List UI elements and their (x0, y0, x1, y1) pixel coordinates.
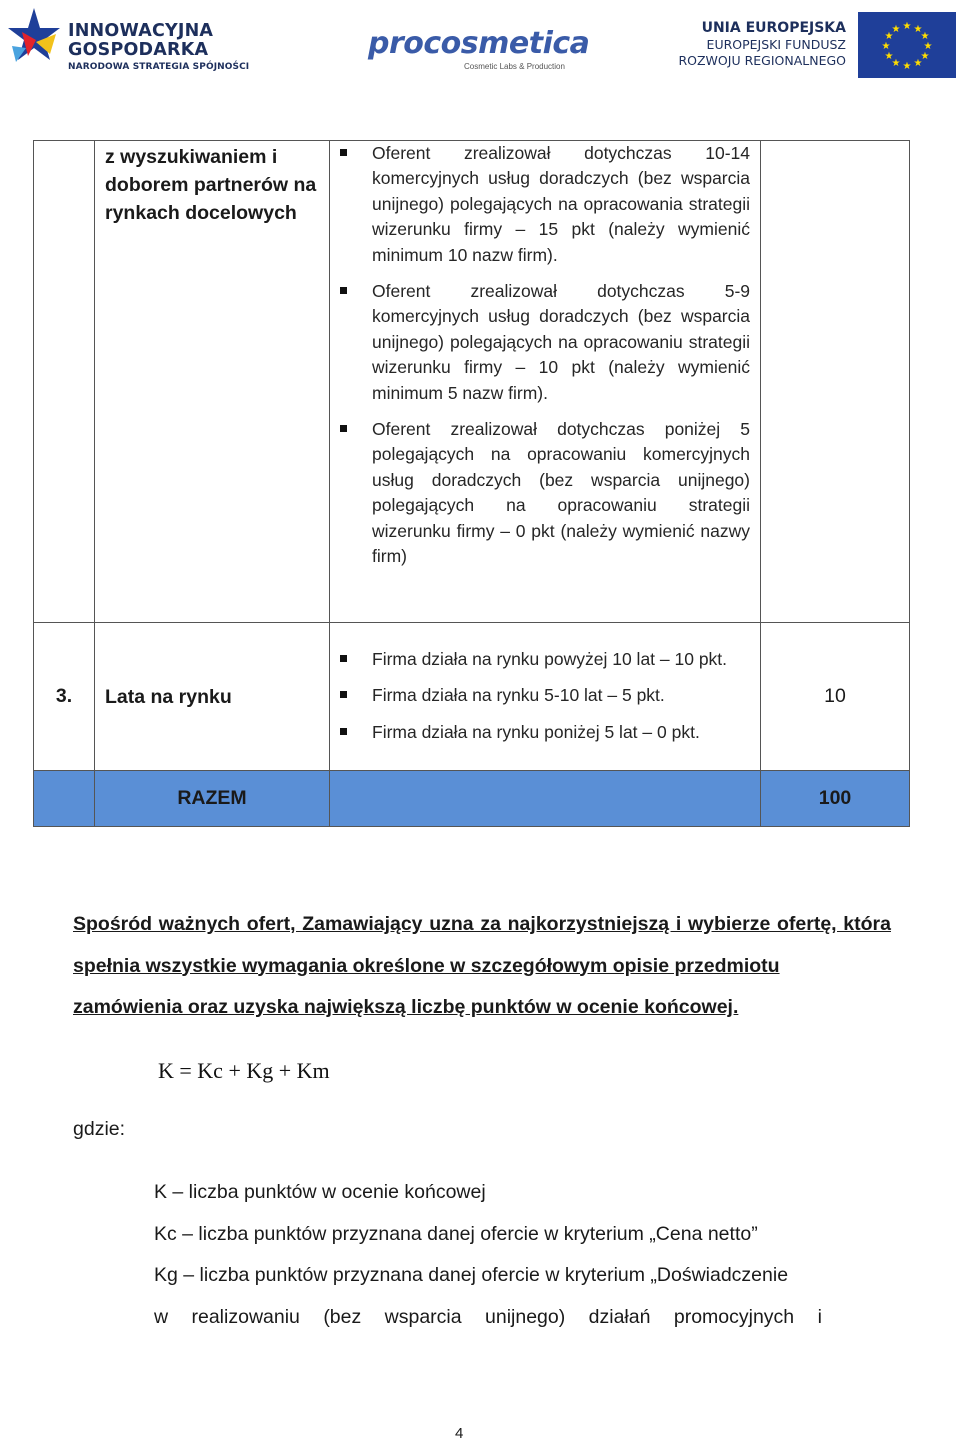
paragraph-text: Spośród ważnych ofert, Zamawiający uzna za najkorzystniejszą i wybierze ofertę, która spełnia wszystkie wymagania określone w szczegółowym opisie przedmiotu (73, 913, 891, 977)
procosmetica-logo (368, 26, 590, 76)
criterion-label: z wyszukiwaniem i doborem partnerów na rynkach docelowych (105, 146, 317, 224)
total-label: RAZEM (95, 771, 330, 827)
svg-text:★: ★ (884, 51, 894, 62)
list-item: Oferent zrealizował dotychczas poniżej 5 polegających na opracowaniu komercyjnych usług doradczych (bez wsparcia unijnego) polegających na opracowaniu strategii wizerunku firmy – 0 pkt (należy wymienić nazwy firm) (372, 417, 750, 569)
svg-text:★: ★ (913, 24, 923, 35)
word: wsparcia (384, 1305, 462, 1328)
list-item: Firma działa na rynku poniżej 5 lat – 0 pkt. (372, 720, 730, 745)
scoring-cell (330, 623, 761, 771)
definition-kc: Kc – liczba punktów przyznana danej ofercie w kryterium „Cena netto” (154, 1222, 758, 1245)
row-number-cell (34, 141, 95, 623)
paragraph-text-last: zamówienia oraz uzyska największą liczbę punktów w ocenie końcowej. (73, 996, 739, 1018)
svg-text:★: ★ (891, 58, 901, 69)
innowacyjna-gospodarka-logo (6, 4, 250, 78)
definition-k: K – liczba punktów w ocenie końcowej (154, 1181, 486, 1203)
total-row (34, 771, 910, 827)
word: promocyjnych (673, 1305, 795, 1328)
criterion-cell (95, 141, 330, 623)
list-item: Firma działa na rynku 5-10 lat – 5 pkt. (372, 683, 730, 708)
criterion-label: Lata na rynku (105, 685, 232, 708)
definitions-list (154, 1172, 826, 1338)
logo-title: INNOWACYJNA GOSPODARKA (68, 21, 214, 60)
word: unijnego) (485, 1305, 566, 1328)
definition-kg: Kg – liczba punktów przyznana danej ofercie w kryterium „Doświadczenie (154, 1264, 789, 1287)
eu-logo-text: UNIA EUROPEJSKA EUROPEJSKI FUNDUSZ ROZWOJU REGIONALNEGO (678, 20, 846, 68)
star-flag-icon (6, 4, 62, 78)
table-row (34, 623, 910, 771)
criteria-table (33, 140, 910, 827)
definition-kg-continued (154, 1297, 822, 1339)
total-points: 100 (761, 771, 910, 827)
word: (bez (323, 1305, 362, 1328)
total-empty-cell (34, 771, 95, 827)
word: działań (588, 1305, 651, 1328)
word: realizowaniu (191, 1305, 300, 1328)
total-empty-cell (330, 771, 761, 827)
svg-text:★: ★ (891, 24, 901, 35)
where-label: gdzie: (73, 1118, 126, 1140)
table-row (34, 141, 910, 623)
scoring-list (330, 637, 760, 745)
word: w (154, 1305, 169, 1328)
points-value: 10 (761, 623, 910, 771)
procosmetica-tagline: Cosmetic Labs & Production (464, 62, 565, 71)
word: i (817, 1305, 822, 1328)
svg-text:★: ★ (913, 58, 923, 69)
criterion-cell (95, 623, 330, 771)
logo-subtitle: NARODOWA STRATEGIA SPÓJNOŚCI (68, 62, 250, 72)
svg-text:★: ★ (923, 41, 933, 52)
svg-text:★: ★ (902, 21, 912, 32)
procosmetica-wordmark: procosmetica (368, 26, 590, 61)
svg-text:★: ★ (920, 31, 930, 42)
list-item: Firma działa na rynku powyżej 10 lat – 10 pkt. (372, 647, 730, 672)
scoring-cell (330, 141, 761, 623)
list-item: Oferent zrealizował dotychczas 5-9 komercyjnych usług doradczych (bez wsparcia unijnego) polegających na opracowaniu strategii wizerunku firmy – 10 pkt (należy wymienić minimum 5 nazw firm). (372, 279, 750, 406)
eu-flag-icon (858, 12, 956, 78)
selection-paragraph (73, 904, 891, 1029)
score-formula: K = Kc + Kg + Km (158, 1058, 330, 1083)
eu-logo (680, 12, 956, 78)
scoring-list (330, 141, 760, 570)
svg-text:★: ★ (920, 51, 930, 62)
page-number: 4 (455, 1425, 464, 1442)
points-cell (761, 141, 910, 623)
svg-text:★: ★ (884, 31, 894, 42)
list-item: Oferent zrealizował dotychczas 10-14 komercyjnych usług doradczych (bez wsparcia unijnego) polegających na opracowania strategii wizerunku firmy – 15 pkt (należy wymienić minimum 10 nazw firm). (372, 141, 750, 268)
svg-text:★: ★ (902, 61, 912, 72)
row-number: 3. (34, 623, 95, 771)
svg-text:★: ★ (881, 41, 891, 52)
